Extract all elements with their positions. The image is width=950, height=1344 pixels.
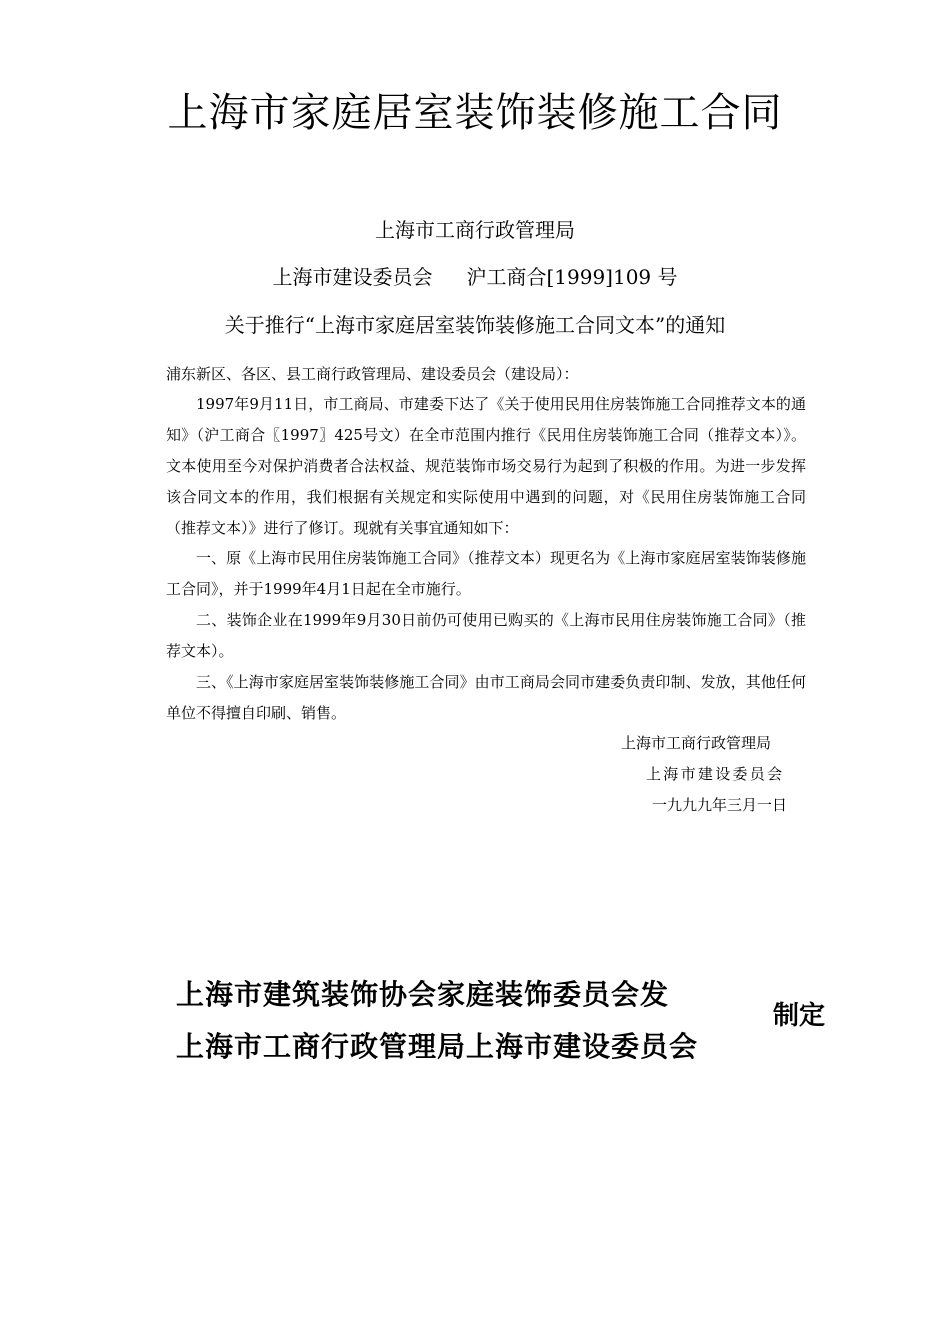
footer-line-2: 上海市工商行政管理局上海市建设委员会 [176,1030,699,1063]
signature-date: 一九九九年三月一日 [652,796,788,814]
paragraph: 1997年9月11日，市工商局、市建委下达了《关于使用民用住房装饰施工合同推荐文本的通知》（沪工商合〖1997〗425号文）在全市范围内推行《民用住房装饰施工合同（推荐文本）》。文本使用至今对保护消费者合法权益、规范装饰市场交易行为起到了积极的作用。为进一步发挥该合同文本的作用，我们根据有关规定和实际使用中遇到的问题，对《民用住房装饰施工合同（推荐文本）》进行了修订。现就有关事宜通知如下： [166,395,806,537]
document-title: 上海市家庭居室装饰装修施工合同 [167,90,783,136]
signature-org-1: 上海市工商行政管理局 [621,734,772,752]
notice-title: 关于推行“上海市家庭居室装饰装修施工合同文本”的通知 [224,313,726,337]
signature-org-2: 上海市建设委员会 [646,765,785,783]
issuer-line-1: 上海市工商行政管理局 [375,218,575,242]
footer-side-label: 制定 [773,1001,826,1031]
paragraph: 三、《上海市家庭居室装饰装修施工合同》由市工商局会同市建委负责印制、发放，其他任何单位不得擅自印刷、销售。 [166,673,806,722]
issuer-org: 上海市建设委员会 [272,265,433,289]
issuer-line-2 [0,263,950,291]
footer-line-1: 上海市建筑装饰协会家庭装饰委员会发 [176,978,670,1011]
paragraph: 一、原《上海市民用住房装饰施工合同》（推荐文本）现更名为《上海市家庭居室装饰装修施工合同》，并于1999年4月1日起在全市施行。 [166,549,806,598]
document-number: 沪工商合[1999]109 号 [466,265,678,289]
salutation: 浦东新区、各区、县工商行政管理局、建设委员会（建设局）： [166,365,579,383]
paragraph: 二、装饰企业在1999年9月30日前仍可使用已购买的《上海市民用住房装饰施工合同》（推荐文本）。 [166,611,806,660]
